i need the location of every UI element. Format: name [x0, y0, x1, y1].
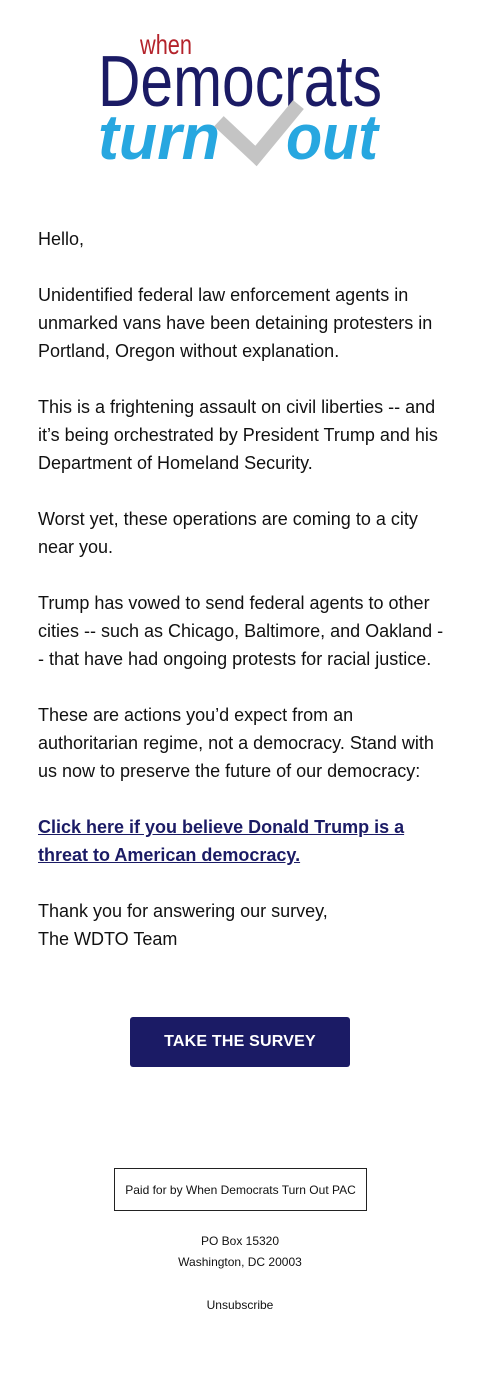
logo	[96, 26, 386, 168]
paragraph-stand-with-us: These are actions you’d expect from an authoritarian regime, not a democracy. Stand with us now to preserve the future of our democracy:	[38, 705, 434, 781]
logo-when: when	[139, 29, 192, 60]
mailing-address	[0, 1231, 480, 1273]
signature: The WDTO Team	[38, 929, 178, 949]
logo-out: out	[286, 101, 381, 168]
logo-turn: turn	[98, 101, 220, 168]
address-line-2: Washington, DC 20003	[178, 1255, 302, 1269]
unsubscribe-link[interactable]: Unsubscribe	[206, 1298, 274, 1312]
paid-for-disclaimer	[114, 1168, 367, 1211]
survey-link[interactable]: Click here if you believe Donald Trump is a threat to American democracy.	[38, 817, 405, 865]
paragraph-civil-liberties: This is a frightening assault on civil liberties -- and it’s being orchestrated by President Trump and his Department of Homeland Security.	[38, 397, 438, 473]
greeting: Hello,	[38, 229, 85, 249]
survey-link-paragraph	[38, 813, 448, 869]
address-line-1: PO Box 15320	[200, 1234, 280, 1248]
closing-line: Thank you for answering our survey,	[38, 901, 328, 921]
paragraph-other-cities: Trump has vowed to send federal agents to other cities -- such as Chicago, Baltimore, and Oakland -- that have had ongoing protests for racial justice.	[38, 593, 444, 669]
logo-graphic	[96, 26, 386, 168]
paid-for-text: Paid for by When Democrats Turn Out PAC	[125, 1182, 356, 1197]
email-body	[38, 225, 448, 981]
paragraph-coming-to-city: Worst yet, these operations are coming to a city near you.	[38, 509, 418, 557]
take-survey-button[interactable]: TAKE THE SURVEY	[130, 1017, 350, 1067]
logo-democrats: Democrats	[98, 42, 382, 122]
sign-off	[38, 897, 448, 953]
unsubscribe-container	[0, 1295, 480, 1315]
paragraph-detentions: Unidentified federal law enforcement agents in unmarked vans have been detaining protesters in Portland, Oregon without explanation.	[38, 285, 433, 361]
